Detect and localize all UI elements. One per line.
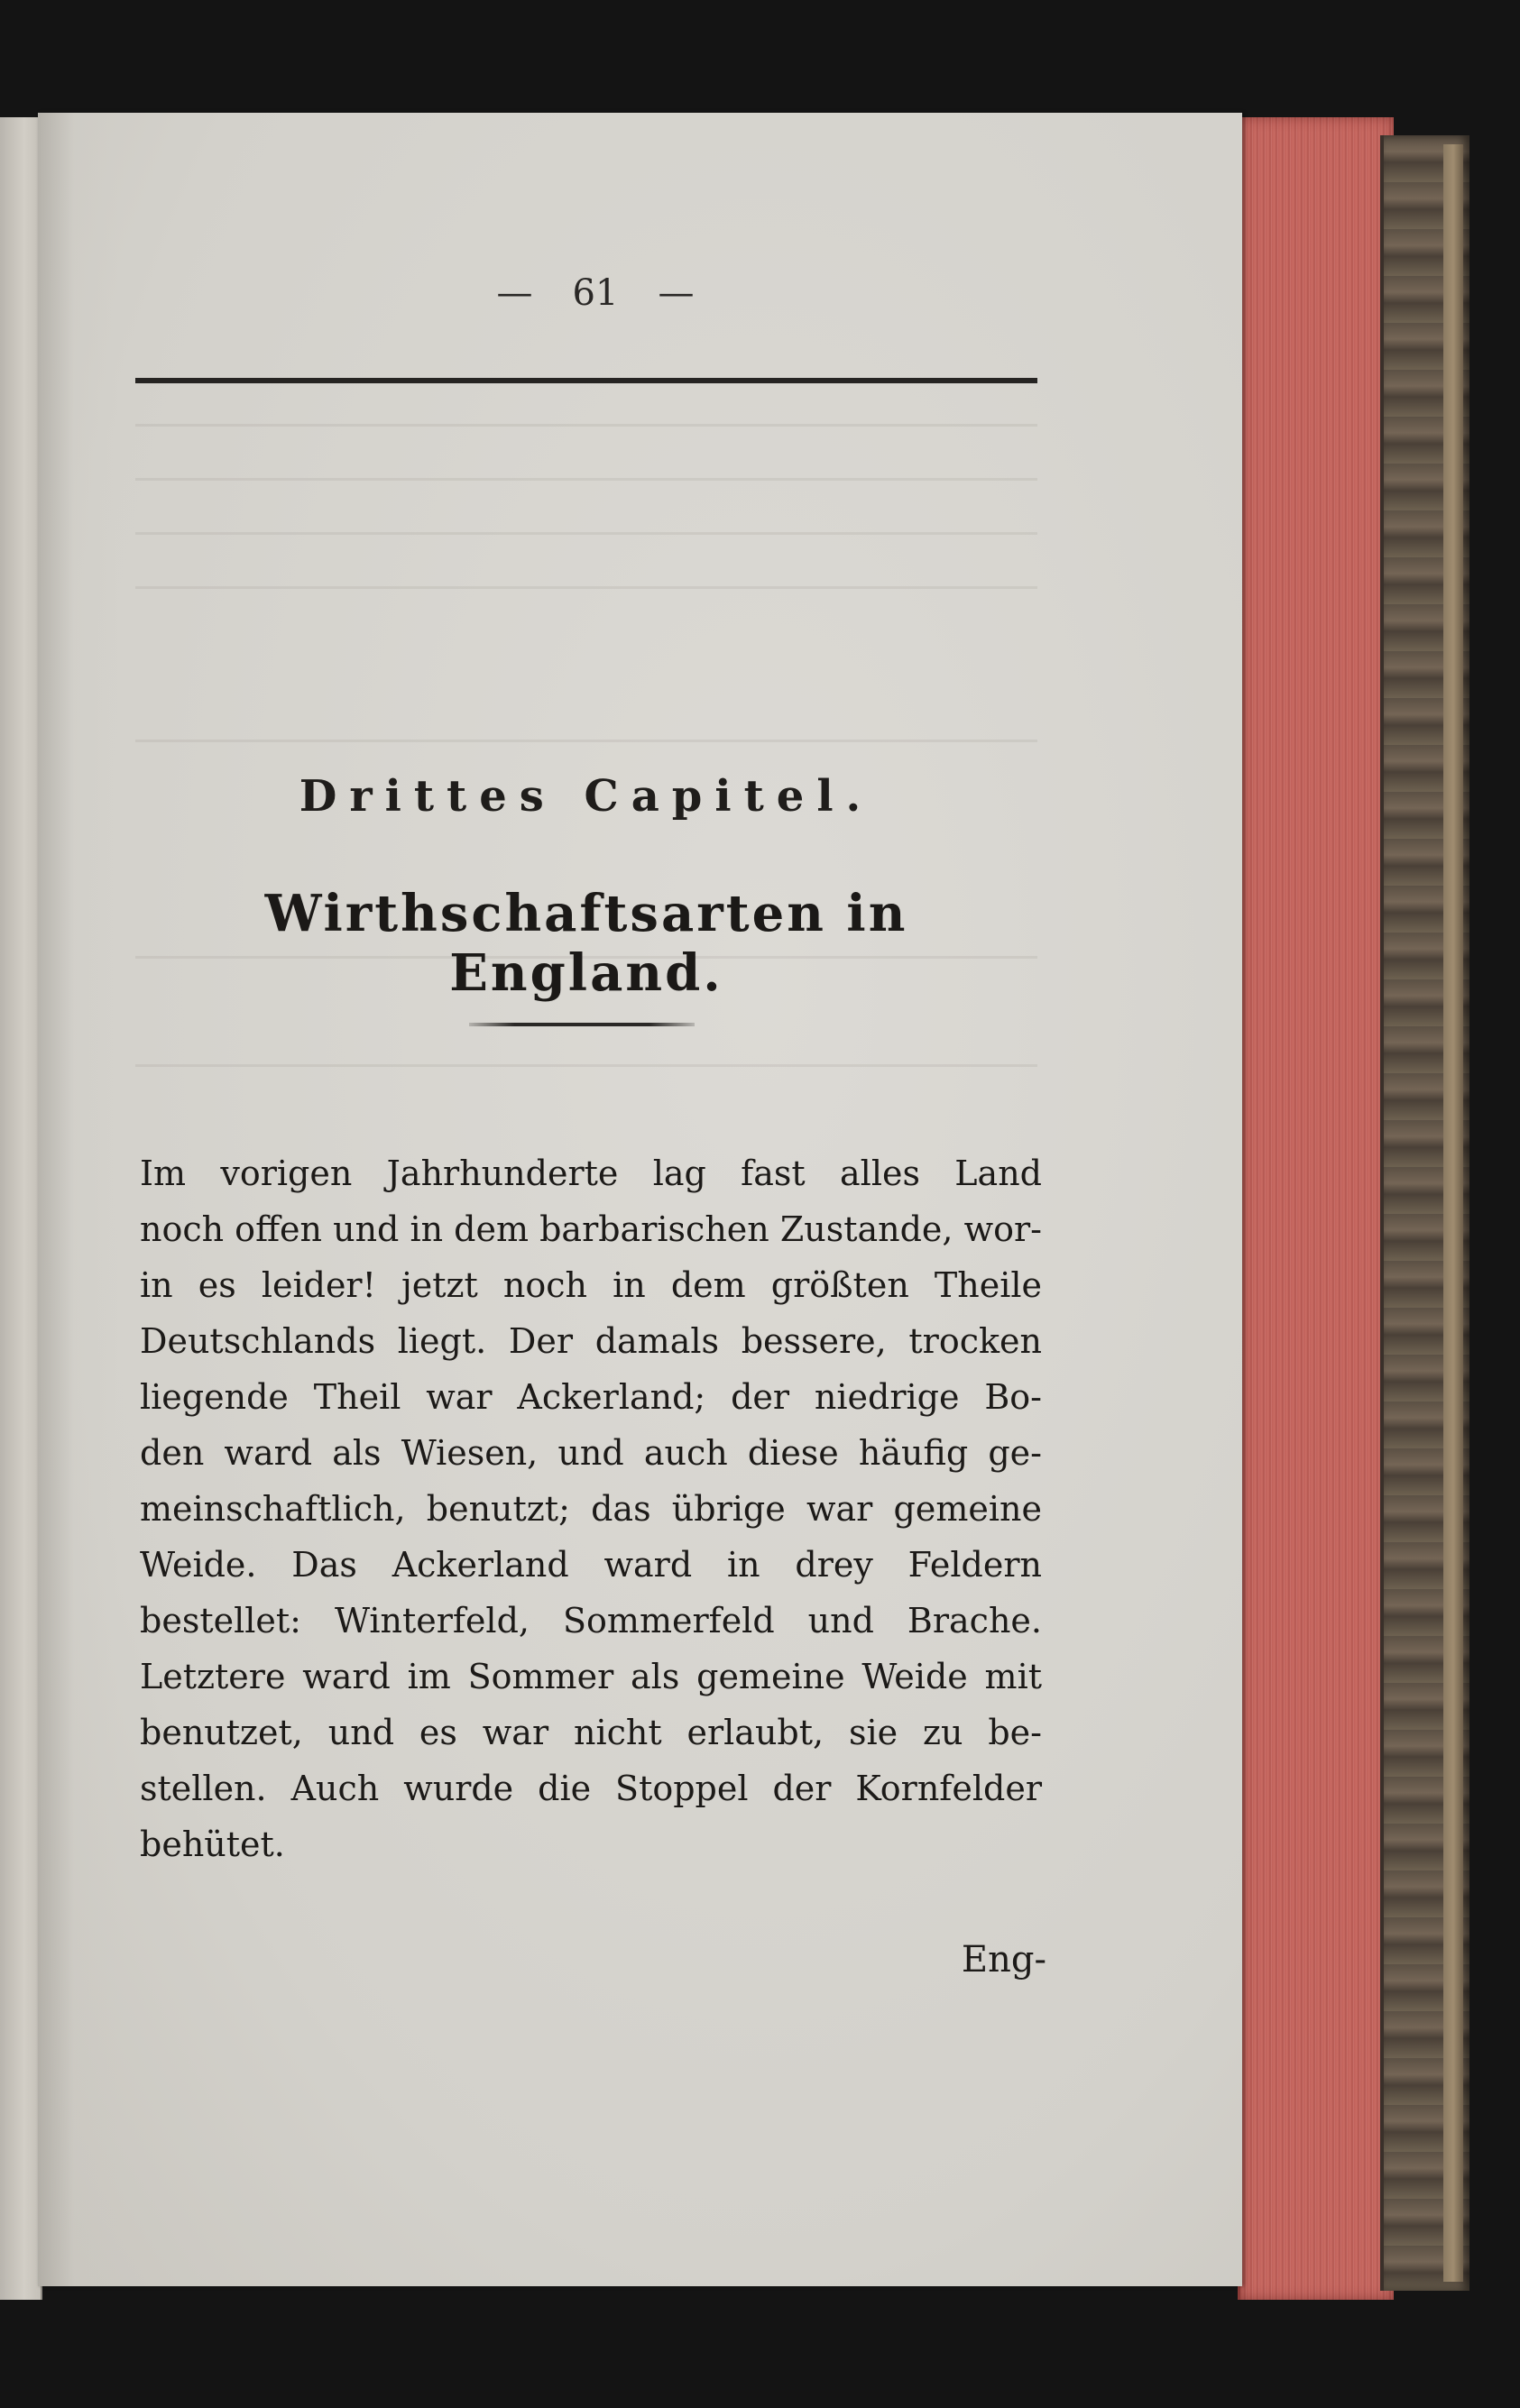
previous-page-edge xyxy=(0,117,42,2300)
text-line: Weide. Das Ackerland ward in drey Feldern xyxy=(140,1545,1042,1585)
chapter-heading: Drittes Capitel. xyxy=(299,771,874,822)
text-line: noch offen und in dem barbarischen Zustande, wor- xyxy=(140,1209,1042,1249)
text-line: in es leider! jetzt noch in dem größten Theile xyxy=(140,1265,1042,1305)
text-line: den ward als Wiesen, und auch diese häufig ge- xyxy=(140,1433,1042,1473)
text-line: stellen. Auch wurde die Stoppel der Kornfelder xyxy=(140,1769,1042,1808)
header-dash-left: — xyxy=(496,272,533,314)
header-rule xyxy=(135,378,1037,383)
running-header xyxy=(424,266,767,320)
text-line: Deutschlands liegt. Der damals bessere, trocken xyxy=(140,1321,1042,1361)
bleed-through-line xyxy=(135,740,1037,742)
bleed-through-line xyxy=(135,586,1037,589)
header-dash-right: — xyxy=(658,272,695,314)
page-number: 61 xyxy=(572,272,619,314)
bleed-through-line xyxy=(135,424,1037,427)
bleed-through-line xyxy=(135,532,1037,535)
bleed-through-line xyxy=(135,478,1037,481)
body-paragraph xyxy=(140,1145,1042,1872)
text-line: liegende Theil war Ackerland; der niedrige Bo- xyxy=(140,1377,1042,1417)
text-line: meinschaftlich, benutzt; das übrige war gemeine xyxy=(140,1489,1042,1529)
red-page-edges xyxy=(1238,117,1394,2300)
chapter-title: Wirthschaftsarten in England. xyxy=(264,884,908,1003)
catchword: Eng- xyxy=(961,1939,1046,1981)
section-divider xyxy=(469,1023,695,1026)
text-line: behütet. xyxy=(140,1824,285,1864)
text-line: Im vorigen Jahrhunderte lag fast alles Land xyxy=(140,1153,1042,1193)
text-line: benutzet, und es war nicht erlaubt, sie zu be- xyxy=(140,1713,1042,1752)
bleed-through-line xyxy=(135,1064,1037,1067)
text-line: Letztere ward im Sommer als gemeine Weide mit xyxy=(140,1657,1042,1696)
cover-edge xyxy=(1443,144,1463,2282)
text-line: bestellet: Winterfeld, Sommerfeld und Brache. xyxy=(140,1601,1042,1641)
